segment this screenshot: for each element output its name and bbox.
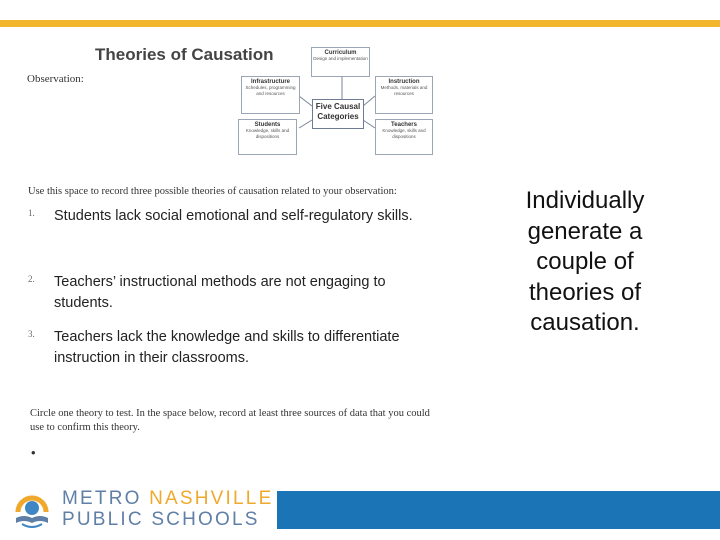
school-logo-icon <box>12 490 52 530</box>
bullet-marker: • <box>31 445 36 460</box>
node-title: Students <box>254 122 281 128</box>
page-title: Theories of Causation <box>95 45 274 64</box>
causal-categories-diagram <box>235 44 435 160</box>
node-desc: Knowledge, skills and dispositions <box>382 128 426 139</box>
mnps-logo <box>12 488 274 532</box>
node-desc: Knowledge, skills and dispositions <box>245 128 290 139</box>
theory-number: 2. <box>28 274 35 284</box>
theory-text: Students lack social emotional and self-regulatory skills. <box>54 208 413 224</box>
node-desc: Schedules, programming and resources <box>245 85 296 96</box>
diagram-node-instruction <box>375 76 433 114</box>
logo-line-1 <box>62 488 273 510</box>
top-accent-bar <box>0 20 720 27</box>
side-note: Individually generate a couple of theories of causation. <box>525 187 645 336</box>
node-desc: Methods, materials and resources <box>380 85 428 96</box>
diagram-node-infrastructure <box>241 76 300 114</box>
logo-nashville: NASHVILLE <box>149 488 274 509</box>
observation-label: Observation: <box>27 73 84 85</box>
node-desc: Design and implementation <box>313 56 368 61</box>
theory-text: Teachers’ instructional methods are not engaging to students. <box>54 274 386 311</box>
theory-number: 3. <box>28 329 35 339</box>
theory-number: 1. <box>28 208 35 218</box>
node-title: Five Causal Categories <box>315 102 361 121</box>
footer-blue-bar <box>277 491 720 529</box>
logo-metro: METRO <box>62 488 150 509</box>
node-title: Curriculum <box>324 50 357 56</box>
node-title: Teachers <box>391 122 417 128</box>
diagram-node-curriculum <box>311 47 370 77</box>
diagram-node-students <box>238 119 297 155</box>
node-title: Instruction <box>388 79 420 85</box>
node-title: Infrastructure <box>250 79 290 85</box>
instructions-text: Use this space to record three possible theories of causation related to your observation: <box>28 186 397 197</box>
diagram-node-teachers <box>375 119 433 155</box>
diagram-node-center <box>312 99 364 129</box>
logo-line-2: PUBLIC SCHOOLS <box>62 509 260 530</box>
circle-instruction-text: Circle one theory to test. In the space below, record at least three sources of data that you could use to confirm this theory. <box>30 408 430 433</box>
theory-text: Teachers lack the knowledge and skills to differentiate instruction in their classrooms. <box>54 329 400 366</box>
